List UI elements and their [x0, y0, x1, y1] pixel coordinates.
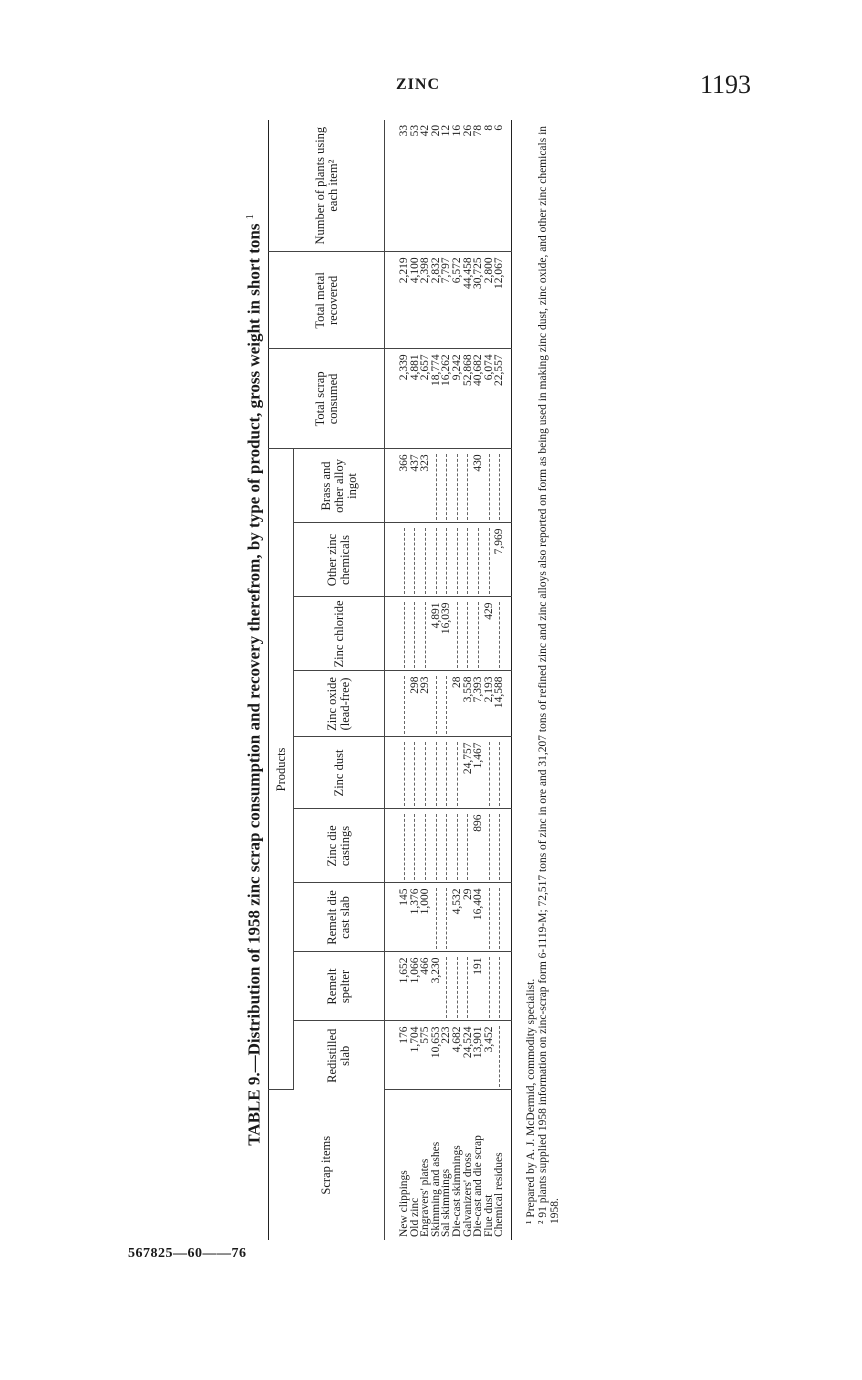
col-header-redistilled-slab: Redistilled slab	[294, 1021, 385, 1090]
table-cell: 6,074	[484, 349, 495, 449]
table-cell: 1,467	[473, 737, 484, 809]
row-label: New clippings	[398, 1170, 410, 1237]
footnote-1: ¹ Prepared by A. J. McDermid, commodity specialist.	[525, 978, 537, 1224]
table-cell: 29	[463, 883, 474, 952]
table-cell: 3,558	[463, 671, 474, 737]
leader-dash	[457, 454, 458, 520]
leader-dash	[457, 958, 458, 1019]
table-cell: 12	[441, 120, 452, 252]
leader-dash	[467, 603, 468, 669]
table-cell: 4,532	[452, 883, 463, 952]
col-header-remelt-die-cast-slab: Remelt die cast slab	[294, 883, 385, 952]
col-header-number-of-plants: Number of plants using each item²	[269, 120, 385, 252]
leader-dash	[499, 1027, 500, 1088]
leader-dash	[489, 958, 490, 1019]
row-label: Skimming and ashes	[429, 1141, 442, 1237]
leader-dash	[436, 743, 437, 807]
leader-dash	[499, 815, 500, 881]
table-cell	[473, 523, 484, 597]
table-cell: 3,230	[431, 952, 442, 1021]
leader-dash	[425, 603, 426, 669]
table-cell	[452, 809, 463, 883]
table-cell: 40,682	[473, 349, 484, 449]
table-cell: 22,557	[494, 349, 511, 449]
table-cell	[385, 809, 410, 883]
table-cell	[484, 883, 495, 952]
table-row	[420, 120, 431, 1240]
table-cell	[385, 671, 410, 737]
table-cell: 466	[420, 952, 431, 1021]
leader-dash	[404, 603, 405, 669]
leader-dash	[436, 454, 437, 520]
table-cell: 6,572	[452, 252, 463, 349]
row-label: Die-cast and die scrap	[472, 1135, 485, 1237]
table-cell: 16,404	[473, 883, 484, 952]
table-cell: 2,832	[431, 252, 442, 349]
table-cell	[410, 597, 421, 671]
table-cell: 9,242	[452, 349, 463, 449]
table-row	[452, 120, 463, 1240]
table-cell	[441, 737, 452, 809]
table-cell	[484, 952, 495, 1021]
table-cell: 437	[410, 449, 421, 523]
table-cell: 4,100	[410, 252, 421, 349]
table-cell: 2,219	[385, 252, 410, 349]
table-cell	[452, 952, 463, 1021]
leader-dash	[457, 743, 458, 807]
col-header-other-zinc-chemicals: Other zinc chemicals	[294, 523, 385, 597]
leader-dash	[436, 815, 437, 881]
table-cell: 18,774	[431, 349, 442, 449]
table-cell: 429	[484, 597, 495, 671]
leader-dash	[489, 889, 490, 950]
table-cell	[452, 523, 463, 597]
leader-dash	[414, 603, 415, 669]
leader-dash	[446, 529, 447, 595]
table-cell	[441, 952, 452, 1021]
leader-dash	[467, 815, 468, 881]
table-cell: 53	[410, 120, 421, 252]
table-cell: 176	[385, 1021, 410, 1090]
rotated-table-block	[235, 120, 565, 1240]
table-cell: 13,901	[473, 1021, 484, 1090]
leader-dash	[404, 743, 405, 807]
leader-dash	[478, 529, 479, 595]
table-cell: 323	[420, 449, 431, 523]
table-cell	[420, 523, 431, 597]
leader-dash	[499, 889, 500, 950]
table-cell: 33	[385, 120, 410, 252]
leader-dash	[436, 529, 437, 595]
products-group-header: Products	[269, 449, 294, 1090]
table-cell: 298	[410, 671, 421, 737]
table-cell: 1,000	[420, 883, 431, 952]
col-header-total-scrap-consumed: Total scrap consumed	[269, 349, 385, 449]
table-cell	[484, 809, 495, 883]
leader-dash	[414, 815, 415, 881]
table-cell: 1,652	[385, 952, 410, 1021]
table-cell: 7,969	[494, 523, 511, 597]
col-header-remelt-spelter: Remelt spelter	[294, 952, 385, 1021]
row-label: Galvanizers' dross	[461, 1152, 474, 1237]
table-row	[494, 120, 511, 1240]
table-cell: 145	[385, 883, 410, 952]
table-cell: 366	[385, 449, 410, 523]
footnotes	[525, 126, 561, 1236]
leader-dash	[446, 454, 447, 520]
scrap-distribution-table	[268, 120, 512, 1240]
table-cell: 223	[441, 1021, 452, 1090]
row-label: Old zinc	[408, 1197, 421, 1237]
table-cell: 20	[431, 120, 442, 252]
table-cell	[420, 737, 431, 809]
leader-dash	[414, 529, 415, 595]
row-label: Chemical residues	[493, 1152, 506, 1237]
table-cell	[385, 523, 410, 597]
table-cell: 2,339	[385, 349, 410, 449]
table-cell: 4,682	[452, 1021, 463, 1090]
table-cell	[410, 809, 421, 883]
table-cell	[431, 523, 442, 597]
table-cell	[410, 523, 421, 597]
table-cell	[431, 671, 442, 737]
table-header	[269, 120, 385, 1240]
leader-dash	[446, 889, 447, 950]
row-label: Flue dust	[482, 1194, 495, 1237]
table-cell: 24,524	[463, 1021, 474, 1090]
table-cell: 2,800	[484, 252, 495, 349]
table-cell	[452, 597, 463, 671]
table-cell: 42	[420, 120, 431, 252]
table-cell: 8	[484, 120, 495, 252]
table-cell	[441, 809, 452, 883]
table-cell: 4,891	[431, 597, 442, 671]
table-cell: 26	[463, 120, 474, 252]
leader-dash	[425, 529, 426, 595]
table-cell: 30,725	[473, 252, 484, 349]
table-cell	[410, 737, 421, 809]
col-header-zinc-chloride: Zinc chloride	[294, 597, 385, 671]
leader-dash	[457, 529, 458, 595]
leader-dash	[446, 743, 447, 807]
leader-dash	[404, 677, 405, 735]
leader-dash	[436, 889, 437, 950]
table-cell	[484, 449, 495, 523]
table-cell: 6	[494, 120, 511, 252]
table-cell: 16,262	[441, 349, 452, 449]
table-cell: 1,066	[410, 952, 421, 1021]
leader-dash	[489, 815, 490, 881]
table-cell: 24,757	[463, 737, 474, 809]
leader-dash	[499, 454, 500, 520]
running-head: ZINC	[396, 76, 441, 93]
leader-dash	[446, 815, 447, 881]
leader-dash	[489, 743, 490, 807]
col-header-brass-alloy-ingot: Brass and other alloy ingot	[294, 449, 385, 523]
row-label: Die-cast skimmings	[450, 1145, 463, 1237]
table-cell: 430	[473, 449, 484, 523]
table-cell	[494, 883, 511, 952]
leader-dash	[489, 454, 490, 520]
table-cell	[452, 449, 463, 523]
leader-dash	[414, 743, 415, 807]
table-cell: 293	[420, 671, 431, 737]
footnote-2: ² 91 plants supplied 1958 information on zinc-scrap form 6-1119-M; 72,517 tons of zinc in ore and 31,207 tons of refined zinc and zinc alloys also reported on form as being used in making zinc dust, zinc oxide, and other zinc chemicals in 1958.	[537, 125, 561, 1224]
table-cell: 2,193	[484, 671, 495, 737]
table-cell: 896	[473, 809, 484, 883]
table-cell	[431, 737, 442, 809]
leader-dash	[499, 743, 500, 807]
table-cell: 1,376	[410, 883, 421, 952]
leader-dash	[436, 677, 437, 735]
table-cell: 1,704	[410, 1021, 421, 1090]
table-cell	[431, 883, 442, 952]
leader-dash	[467, 958, 468, 1019]
col-header-zinc-dust: Zinc dust	[294, 737, 385, 809]
table-cell	[494, 952, 511, 1021]
table-cell: 191	[473, 952, 484, 1021]
table-cell: 28	[452, 671, 463, 737]
table-row	[431, 120, 442, 1240]
leader-dash	[425, 815, 426, 881]
table-body	[385, 120, 512, 1240]
table-cell: 16	[452, 120, 463, 252]
table-cell	[494, 449, 511, 523]
rotated-table-content	[235, 120, 565, 1240]
table-cell: 575	[420, 1021, 431, 1090]
table-cell	[463, 523, 474, 597]
leader-dash	[489, 529, 490, 595]
table-cell: 2,657	[420, 349, 431, 449]
leader-dash	[457, 815, 458, 881]
table-cell: 52,868	[463, 349, 474, 449]
table-cell	[494, 597, 511, 671]
table-cell: 7,393	[473, 671, 484, 737]
print-code: 567825—60——76	[128, 1246, 247, 1261]
col-header-zinc-oxide: Zinc oxide (lead-free)	[294, 671, 385, 737]
leader-dash	[467, 529, 468, 595]
table-title	[235, 120, 267, 1240]
table-cell: 44,458	[463, 252, 474, 349]
leader-dash	[404, 529, 405, 595]
table-cell	[431, 449, 442, 523]
table-cell: 2,398	[420, 252, 431, 349]
col-header-zinc-die-castings: Zinc die castings	[294, 809, 385, 883]
table-title-text: TABLE 9.—Distribution of 1958 zinc scrap consumption and recovery therefrom, by type of product, gross weight in short tons	[244, 223, 264, 1146]
table-cell: 16,039	[441, 597, 452, 671]
leader-dash	[404, 815, 405, 881]
table-cell	[385, 737, 410, 809]
row-label: Engravers' plates	[419, 1158, 432, 1237]
leader-dash	[499, 603, 500, 669]
leader-dash	[457, 603, 458, 669]
table-cell: 78	[473, 120, 484, 252]
leader-dash	[478, 603, 479, 669]
header-group-row	[269, 120, 294, 1240]
table-cell	[484, 737, 495, 809]
leader-dash	[499, 958, 500, 1019]
leader-dash	[467, 454, 468, 520]
page-number: 1193	[700, 70, 752, 99]
table-cell	[494, 737, 511, 809]
leader-dash	[446, 677, 447, 735]
table-cell	[494, 809, 511, 883]
table-cell: 4,881	[410, 349, 421, 449]
col-header-scrap-items: Scrap items	[269, 1090, 385, 1240]
col-header-total-metal-recovered: Total metal recovered	[269, 252, 385, 349]
table-cell: 7,797	[441, 252, 452, 349]
table-cell: 10,653	[431, 1021, 442, 1090]
table-cell	[420, 809, 431, 883]
table-row	[385, 120, 410, 1240]
table-cell	[494, 1021, 511, 1090]
row-label: Sal skimmings	[440, 1168, 453, 1237]
leader-dash	[446, 958, 447, 1019]
table-cell	[452, 737, 463, 809]
table-cell	[463, 597, 474, 671]
table-cell	[441, 523, 452, 597]
table-title-note: 1	[245, 214, 256, 220]
table-cell	[431, 809, 442, 883]
leader-dash	[425, 743, 426, 807]
table-cell: 14,588	[494, 671, 511, 737]
table-cell	[441, 449, 452, 523]
table-cell	[385, 597, 410, 671]
table-cell: 3,452	[484, 1021, 495, 1090]
table-cell: 12,067	[494, 252, 511, 349]
